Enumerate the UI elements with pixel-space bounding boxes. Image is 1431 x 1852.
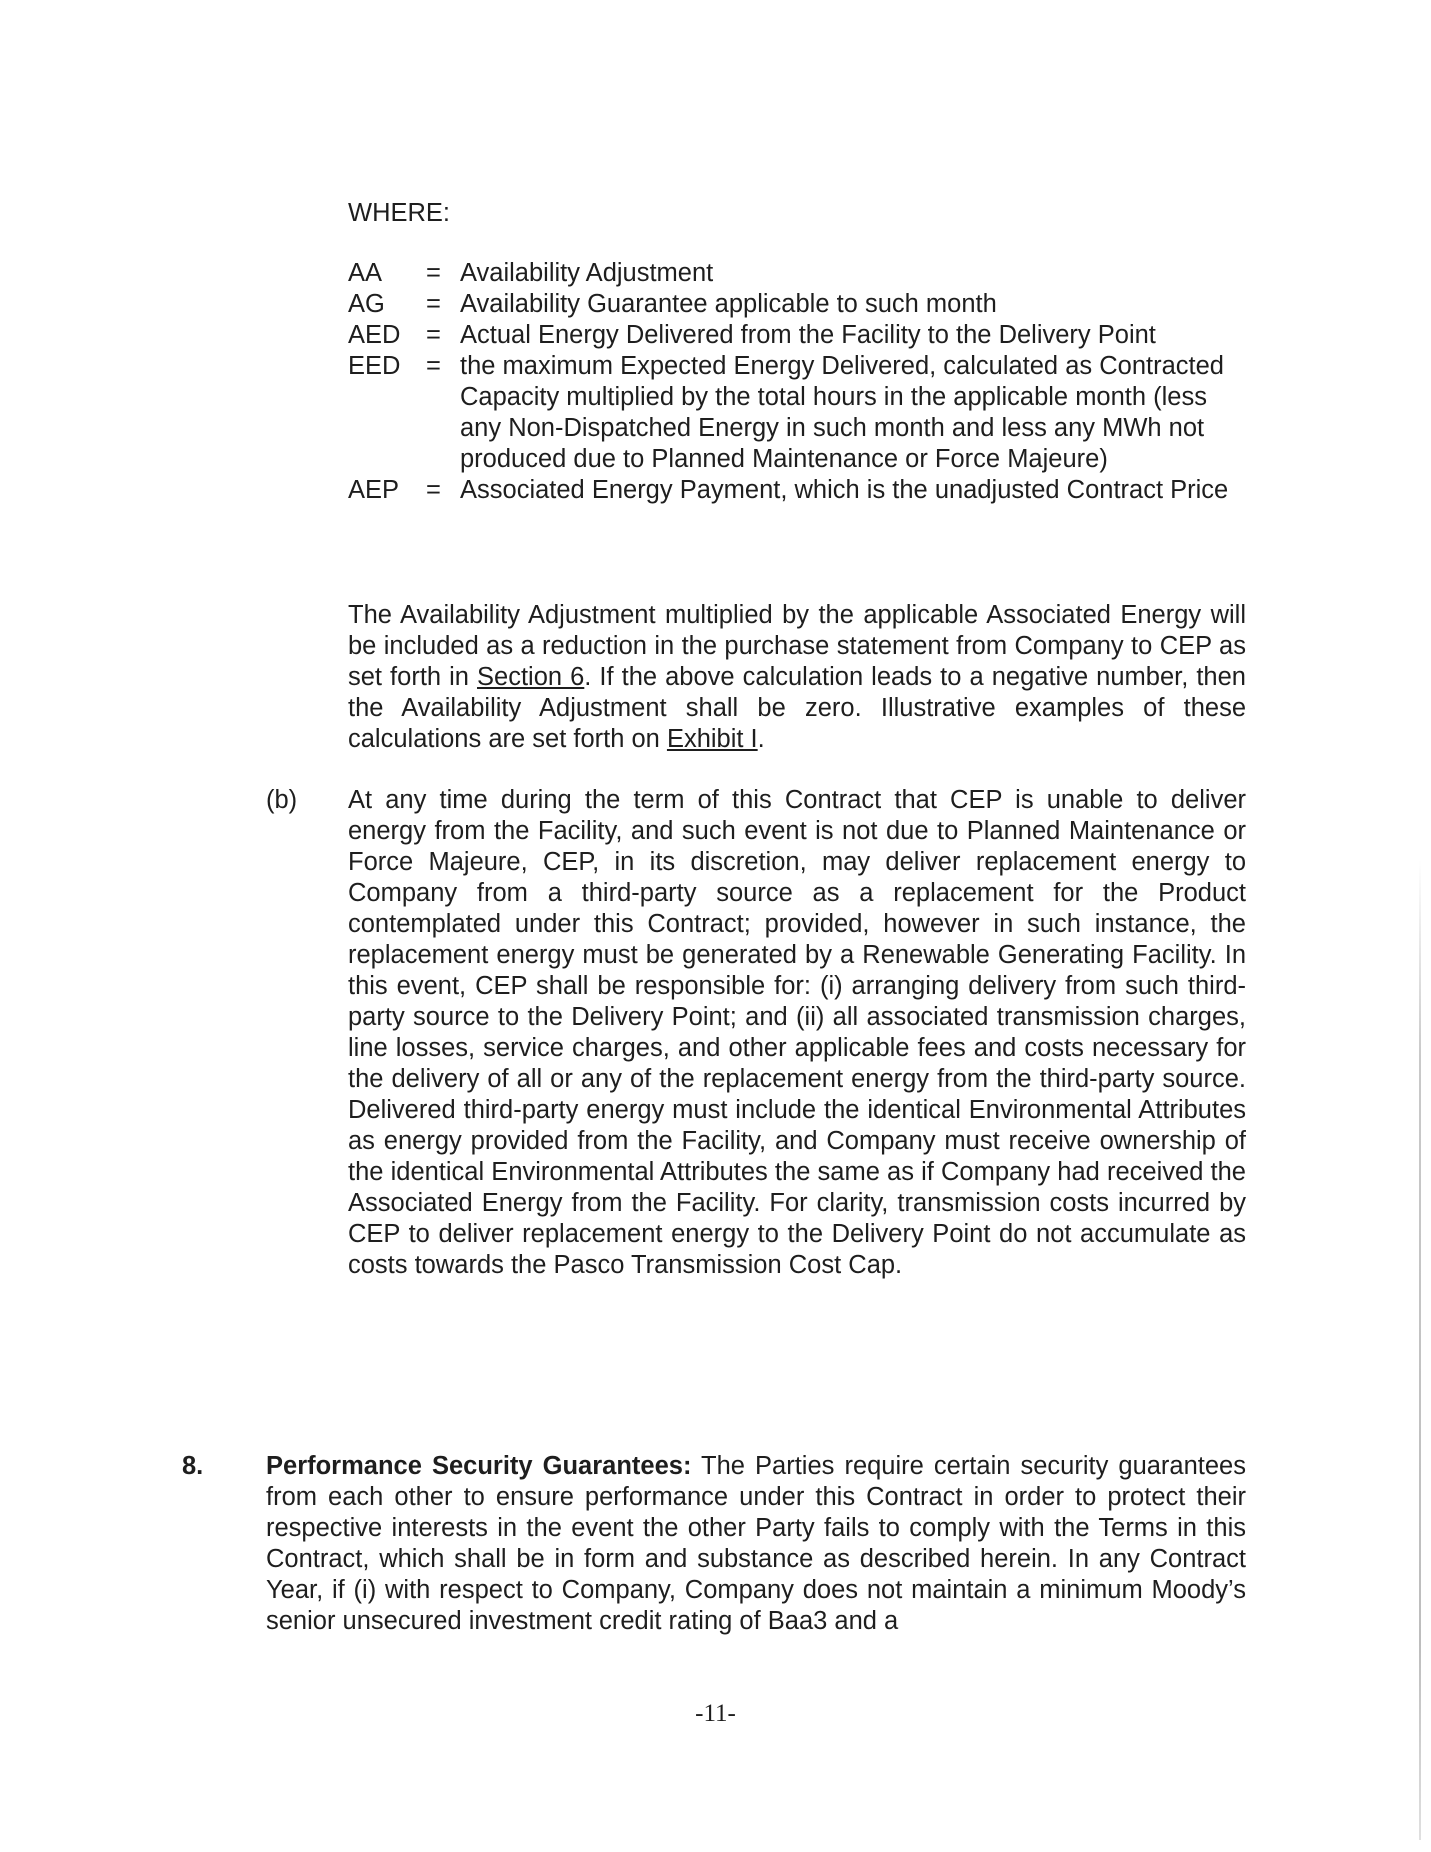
paragraph-text: . If the above calculation leads to a negative number, then the Availability Adjustment shall be zero. Illustrative examples of these calculations are set forth on [348,663,1246,753]
definition-text: Actual Energy Delivered from the Facility to the Delivery Point [460,321,1156,349]
item-b-paragraph: At any time during the term of this Contract that CEP is unable to deliver energy from the Facility, and such event is not due to Planned Maintenance or Force Majeure, CEP, in its discretion, may deliver replacement energy to Company from a third-party source as a replacement for the Product contemplated under this Contract; provided, however in such instance, the replacement energy must be generated by a Renewable Generating Facility. In this event, CEP shall be responsible for: (i) arranging delivery from such third-party source to the Delivery Point; and (ii) all associated transmission charges, line losses, service charges, and other applicable fees and costs necessary for the delivery of all or any of the replacement energy from the third-party source. Delivered third-party energy must include the identical Environmental Attributes as energy provided from the Facility, and Company must receive ownership of the identical Environmental Attributes the same as if Company had received the Associated Energy from the Facility. For clarity, transmission costs incurred by CEP to deliver replacement energy to the Delivery Point do not accumulate as costs towards the Pasco Transmission Cost Cap. [348,786,1246,1279]
definition-row [348,351,1248,475]
section-8-text: The Parties require certain security guarantees from each other to ensure performance under this Contract in order to protect their respective interests in the event the other Party fails to comply with the Terms in this Contract, which shall be in form and substance as described herein. In any Contract Year, if (i) with respect to Company, Company does not maintain a minimum Moody’s senior unsecured investment credit rating of Baa3 and a [266,1452,1246,1635]
definition-term: AA [348,259,383,287]
definition-text: Availability Adjustment [460,259,714,287]
equals-sign: = [426,259,441,287]
section-8-heading: Performance Security Guarantees: [266,1452,692,1480]
definition-text: Associated Energy Payment, which is the unadjusted Contract Price [460,476,1229,504]
equals-sign: = [426,321,441,349]
section-8-paragraph [266,1451,1246,1637]
definition-text: the maximum Expected Energy Delivered, calculated as Contracted Capacity multiplied by the total hours in the applicable month (less any Non-Dispatched Energy in such month and less any MWh not produced due to Planned Maintenance or Force Majeure) [460,352,1224,473]
scan-edge-shadow [1419,860,1421,1840]
definition-term: AG [348,290,385,318]
paragraph-text: . [757,725,765,753]
definition-row [348,475,1248,506]
page-number: -11- [695,1700,736,1727]
section-8-number: 8. [182,1452,204,1480]
definition-row [348,320,1248,351]
definition-row [348,258,1248,289]
definition-term: AEP [348,476,400,504]
definition-term: EED [348,352,401,380]
definition-row [348,289,1248,320]
exhibit-i-link[interactable]: Exhibit I [666,725,758,753]
where-label: WHERE: [348,199,450,227]
section-6-link[interactable]: Section 6 [477,663,585,691]
definition-term: AED [348,321,401,349]
equals-sign: = [426,290,441,318]
definition-text: Availability Guarantee applicable to such month [460,290,997,318]
equals-sign: = [426,476,441,504]
paragraph-text: The Availability Adjustment multiplied by the applicable Associated Energy will be included as a reduction in the purchase statement from Company to CEP as set forth in [348,601,1246,691]
equals-sign: = [426,352,441,380]
item-b-label: (b) [266,786,298,814]
definitions-list [348,258,1248,506]
availability-adjustment-paragraph [348,600,1246,755]
